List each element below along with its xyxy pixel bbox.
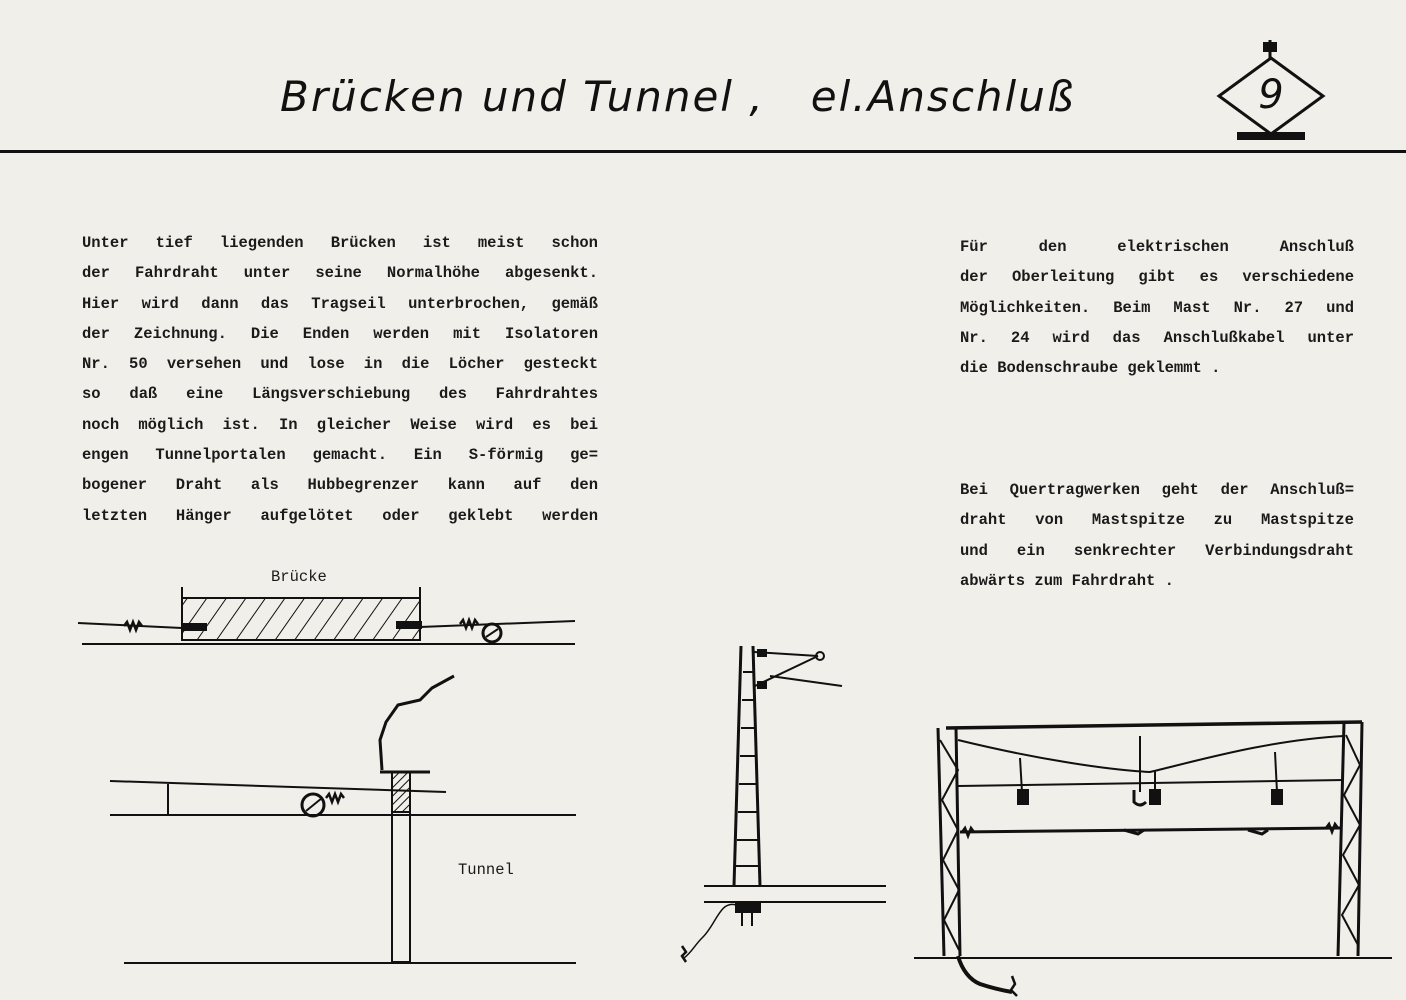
text-line: der Oberleitung gibt es verschiedene xyxy=(960,268,1354,287)
page-title: Brücken und Tunnel , el.Anschluß xyxy=(280,72,1076,121)
bridge-drawing xyxy=(78,587,575,644)
text-line: Nr. 24 wird das Anschlußkabel unter xyxy=(960,328,1354,347)
text-line: abwärts zum Fahrdraht . xyxy=(960,571,1174,590)
text-line: der Zeichnung. Die Enden werden mit Isolatoren xyxy=(82,324,598,343)
tunnel-drawing xyxy=(110,676,576,963)
bridge-label: Brücke xyxy=(271,568,327,586)
text-line: noch möglich ist. In gleicher Weise wird es bei xyxy=(82,415,598,434)
text-line: und ein senkrechter Verbindungsdraht xyxy=(960,541,1354,560)
text-line: letzten Hänger aufgelötet oder geklebt werden xyxy=(82,506,598,525)
text-line: Bei Quertragwerken geht der Anschluß= xyxy=(960,481,1354,499)
text-line: Für den elektrischen Anschluß xyxy=(960,238,1354,256)
text-line: engen Tunnelportalen gemacht. Ein S-förmig ge= xyxy=(82,446,598,465)
text-line: so daß eine Längsverschiebung des Fahrdrahtes xyxy=(82,385,598,404)
text-line: Unter tief liegenden Brücken ist meist schon xyxy=(82,234,598,252)
text-line: die Bodenschraube geklemmt . xyxy=(960,359,1221,378)
text-line: bogener Draht als Hubbegrenzer kann auf den xyxy=(82,476,598,495)
text-line: draht von Mastspitze zu Mastspitze xyxy=(960,511,1354,530)
text-line: Nr. 50 versehen und lose in die Löcher gesteckt xyxy=(82,355,598,374)
tunnel-label: Tunnel xyxy=(458,861,514,879)
text-line: Möglichkeiten. Beim Mast Nr. 27 und xyxy=(960,298,1354,317)
text-line: der Fahrdraht unter seine Normalhöhe abgesenkt. xyxy=(82,264,598,283)
page-number: 9 xyxy=(1258,72,1284,118)
crossspan-drawing xyxy=(914,722,1392,996)
mast-drawing xyxy=(682,646,886,962)
text-line: Hier wird dann das Tragseil unterbrochen, gemäß xyxy=(82,294,598,313)
